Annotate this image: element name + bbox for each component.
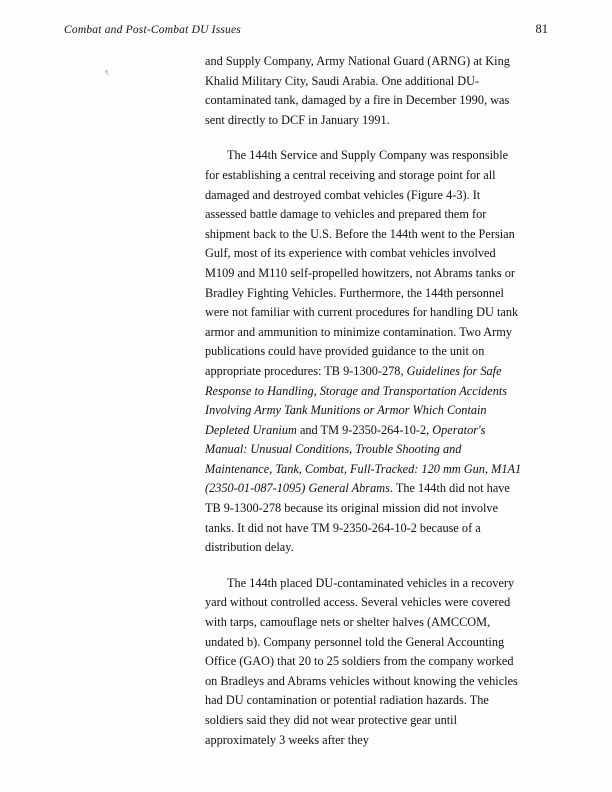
text-run: . The 144th did not have TB 9-1300-278 because its original mission did not involve tanks. It did not have TM 9-2350-264-10-2 because of a distribution delay. bbox=[205, 481, 510, 555]
italic-title-run: Guidelines for Safe Response to Handling, Storage and Transportation Accidents Involving Army Tank Munitions or Armor Which Contain Depleted Uranium bbox=[205, 363, 508, 437]
body-text-column bbox=[205, 52, 523, 750]
text-run: The 144th placed DU-contaminated vehicles in a recovery yard without controlled access. Several vehicles were covered with tarps, camouflage nets or shelter halves (AMCCOM, undated b). Company personnel told the General Accounting Office (GAO) that 20 to 25 soldiers from the company worked on Bradleys and Abrams vehicles without knowing the vehicles had DU contamination or potential radiation hazards. The soldiers said they did not wear protective gear until approximately 3 weeks after they bbox=[205, 575, 518, 747]
scan-speck-icon bbox=[107, 73, 109, 75]
running-head: Combat and Post-Combat DU Issues bbox=[64, 24, 241, 36]
text-run: The 144th Service and Supply Company was responsible for establishing a central receiving and storage point for all damaged and destroyed combat vehicles (Figure 4-3). It assessed battle damage to vehicles and prepared them for shipment back to the U.S. Before the 144th went to the Persian Gulf, most of its experience with combat vehicles involved M109 and M110 self-propelled howitzers, not Abrams tanks or Bradley Fighting Vehicles. Furthermore, the 144th personnel were not familiar with current procedures for handling DU tank armor and ammunition to minimize contamination. Two Army publications could have provided guidance to the unit on appropriate procedures: TB 9-1300-278, bbox=[205, 148, 519, 378]
body-paragraph bbox=[205, 146, 523, 557]
page-header bbox=[64, 22, 548, 37]
body-paragraph bbox=[205, 52, 523, 130]
body-paragraph bbox=[205, 574, 523, 750]
page-number: 81 bbox=[535, 22, 548, 36]
text-run: and TM 9-2350-264-10-2, bbox=[296, 422, 433, 437]
text-run: and Supply Company, Army National Guard (ARNG) at King Khalid Military City, Saudi Arabia. One additional DU-contaminated tank, damaged by a fire in December 1990, was sent directly to DCF in January 1991. bbox=[205, 54, 510, 127]
italic-title-run: Operator's Manual: Unusual Conditions, Trouble Shooting and Maintenance, Tank, Combat, Full-Tracked: 120 mm Gun, M1A1 (2350-01-087-1095) General Abrams bbox=[205, 422, 522, 496]
